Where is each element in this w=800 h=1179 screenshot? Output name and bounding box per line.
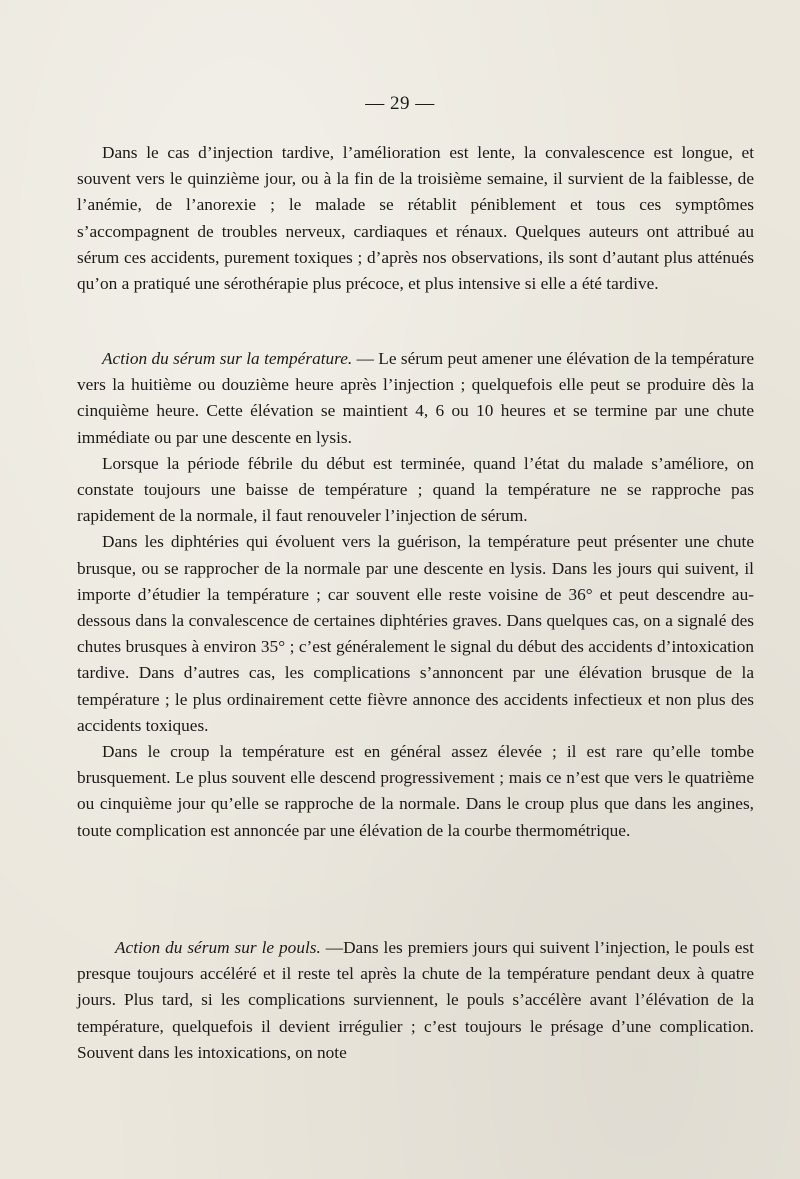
paragraph-temperature-action <box>77 346 754 451</box>
section-text-pouls: —Dans les premiers jours qui suivent l’injection, le pouls est presque toujours accéléré et il reste tel après la chute de la température pendant deux à quatre jours. Plus tard, si les complications surviennent, le pouls s’accélère avant l’élévation de la température, quelquefois il devient irrégulier ; c’est toujours le présage d’une complication. Souvent dans les intoxications, on note <box>77 938 754 1062</box>
paragraph-pulse-action <box>77 935 754 1066</box>
text-block-intro <box>77 140 754 297</box>
page-number: — 29 — <box>365 93 435 114</box>
paragraph-croup-temperature: Dans le croup la température est en général assez élevée ; il est rare qu’elle tombe brusquement. Le plus souvent elle descend progressivement ; mais ce n’est que vers le quatrième ou cinquième jour qu’elle se rapproche de la normale. Dans le croup plus que dans les angines, toute complication est annoncée par une élévation de la courbe thermométrique. <box>77 742 754 840</box>
section-pouls <box>77 935 754 1066</box>
paragraph-late-injection: Dans le cas d’injection tardive, l’amélioration est lente, la convalescence est longue, et souvent vers le quinzième jour, ou à la fin de la troisième semaine, il survient de la faiblesse, de l’anémie, de l’anorexie ; le malade se rétablit péniblement et tous ces symptômes s’accompagnent de troubles nerveux, cardiaques et rénaux. Quelques auteurs ont attribué au sérum ces accidents, purement toxiques ; d’après nos observations, ils sont d’autant plus atténués qu’on a pratiqué une sérothérapie plus précoce, et plus intensive si elle a été tardive. <box>77 143 754 294</box>
paragraph-diphtheria-temperature: Dans les diphtéries qui évoluent vers la guérison, la température peut présenter une chute brusque, ou se rapprocher de la normale par une descente en lysis. Dans les jours qui suivent, il importe d’étudier la température ; car souvent elle reste voisine de 36° et peut descendre au-dessous dans la convalescence de certaines diphtéries graves. Dans quelques cas, on a signalé des chutes brusques à environ 35° ; c’est généralement le signal du début des accidents d’intoxication tardive. Dans d’autres cas, les complications s’annoncent par une élévation brusque de la température ; le plus ordinairement cette fièvre annonce des accidents infectieux et non plus des accidents toxiques. <box>77 532 754 735</box>
section-text-temperature: — Le sérum peut amener une élévation de la température vers la huitième ou douzième heure après l’injection ; quelquefois elle peut se produire dès la cinquième heure. Cette élévation se maintient 4, 6 ou 10 heures et se termine par une chute immédiate ou par une descente en lysis. <box>77 349 754 447</box>
section-temperature <box>77 346 754 844</box>
section-heading-pouls: Action du sérum sur le pouls. <box>115 938 321 957</box>
paragraph-febrile-period: Lorsque la période fébrile du début est terminée, quand l’état du malade s’améliore, on constate toujours une baisse de température ; quand la température ne se rapproche pas rapidement de la normale, il faut renouveler l’injection de sérum. <box>77 453 754 526</box>
section-heading-temperature: Action du sérum sur la température. <box>102 349 353 368</box>
